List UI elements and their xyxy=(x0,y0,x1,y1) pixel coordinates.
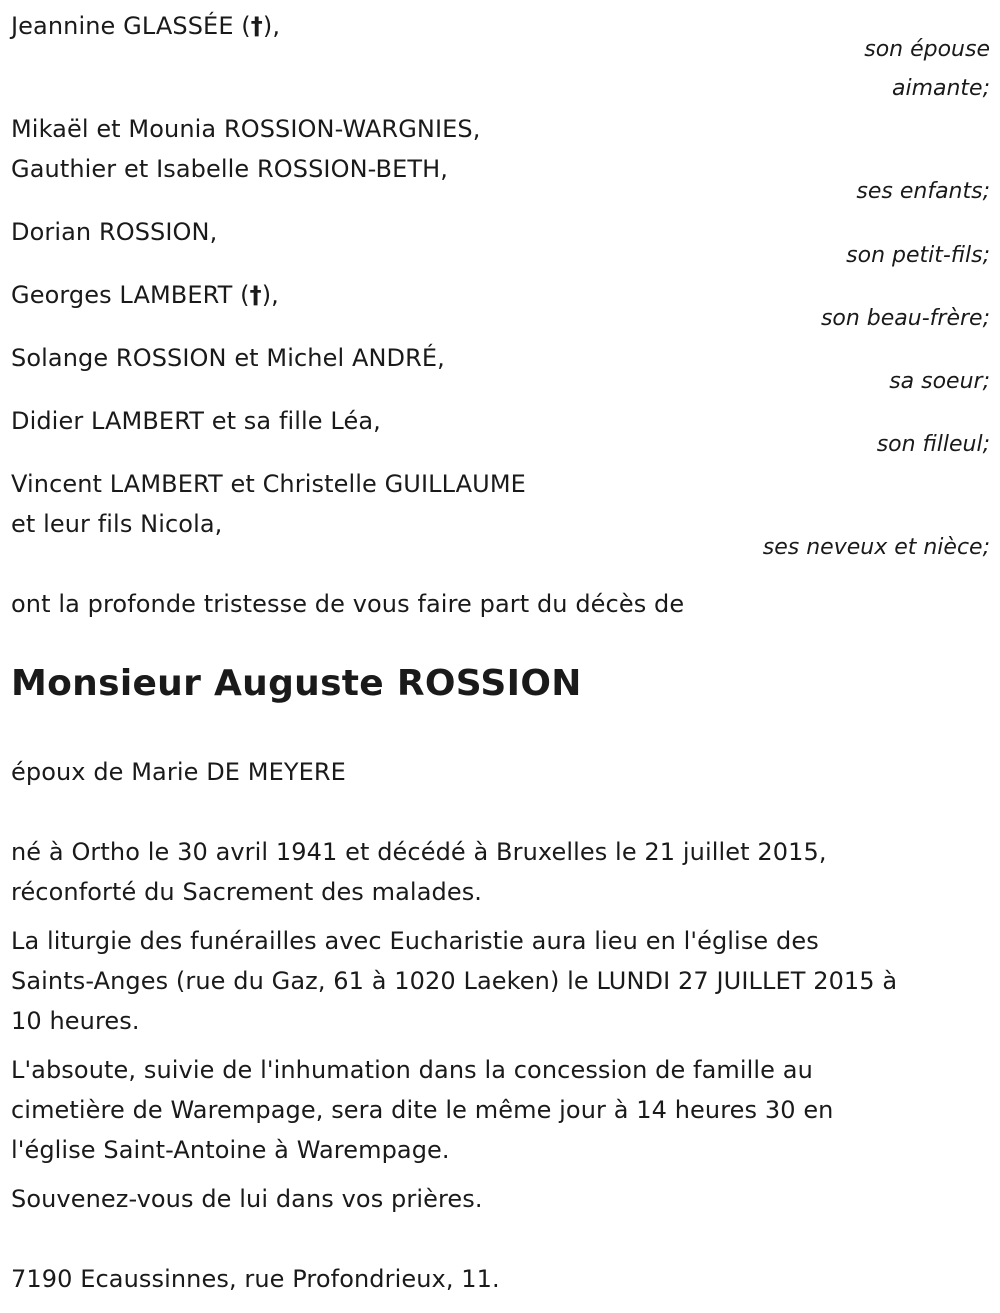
family-role: son filleul; xyxy=(876,432,990,457)
detail-line: 10 heures. xyxy=(11,1007,140,1035)
cross-icon: † xyxy=(249,281,262,309)
family-member-sister: Solange ROSSION et Michel ANDRÉ, xyxy=(11,344,445,372)
family-name: Jeannine GLASSÉE ( xyxy=(11,12,251,40)
family-role: ses enfants; xyxy=(856,179,990,204)
family-member-child: Gauthier et Isabelle ROSSION-BETH, xyxy=(11,155,449,183)
detail-line: né à Ortho le 30 avril 1941 et décédé à Bruxelles le 21 juillet 2015, xyxy=(11,838,827,866)
detail-line: réconforté du Sacrement des malades. xyxy=(11,878,483,906)
family-role: aimante; xyxy=(891,76,990,101)
announcement-text: ont la profonde tristesse de vous faire part du décès de xyxy=(11,590,685,618)
family-member-child: Mikaël et Mounia ROSSION-WARGNIES, xyxy=(11,115,481,143)
family-member-brother-in-law xyxy=(11,281,279,309)
family-name-suffix: ), xyxy=(261,281,279,309)
detail-line: Saints-Anges (rue du Gaz, 61 à 1020 Laeken) le LUNDI 27 JUILLET 2015 à xyxy=(11,967,898,995)
address: 7190 Ecaussinnes, rue Profondrieux, 11. xyxy=(11,1265,500,1293)
detail-line: La liturgie des funérailles avec Eucharistie aura lieu en l'église des xyxy=(11,927,819,955)
family-member-grandson: Dorian ROSSION, xyxy=(11,218,218,246)
detail-line: l'église Saint-Antoine à Warempage. xyxy=(11,1136,450,1164)
family-member-spouse xyxy=(11,12,280,40)
detail-line: cimetière de Warempage, sera dite le même jour à 14 heures 30 en xyxy=(11,1096,834,1124)
spouse-line: époux de Marie DE MEYERE xyxy=(11,758,346,786)
detail-line: L'absoute, suivie de l'inhumation dans la concession de famille au xyxy=(11,1056,813,1084)
family-role: son épouse xyxy=(864,37,990,62)
family-member-godson: Didier LAMBERT et sa fille Léa, xyxy=(11,407,381,435)
family-member-nephew: et leur fils Nicola, xyxy=(11,510,223,538)
family-member-nephew: Vincent LAMBERT et Christelle GUILLAUME xyxy=(11,470,526,498)
family-name: Georges LAMBERT ( xyxy=(11,281,250,309)
deceased-name: Monsieur Auguste ROSSION xyxy=(11,663,582,704)
detail-line: Souvenez-vous de lui dans vos prières. xyxy=(11,1185,483,1213)
family-role: ses neveux et nièce; xyxy=(762,535,990,560)
cross-icon: † xyxy=(250,12,263,40)
family-role: son petit-fils; xyxy=(846,243,990,268)
family-role: sa soeur; xyxy=(889,369,990,394)
family-name-suffix: ), xyxy=(262,12,281,40)
family-role: son beau-frère; xyxy=(820,306,990,331)
